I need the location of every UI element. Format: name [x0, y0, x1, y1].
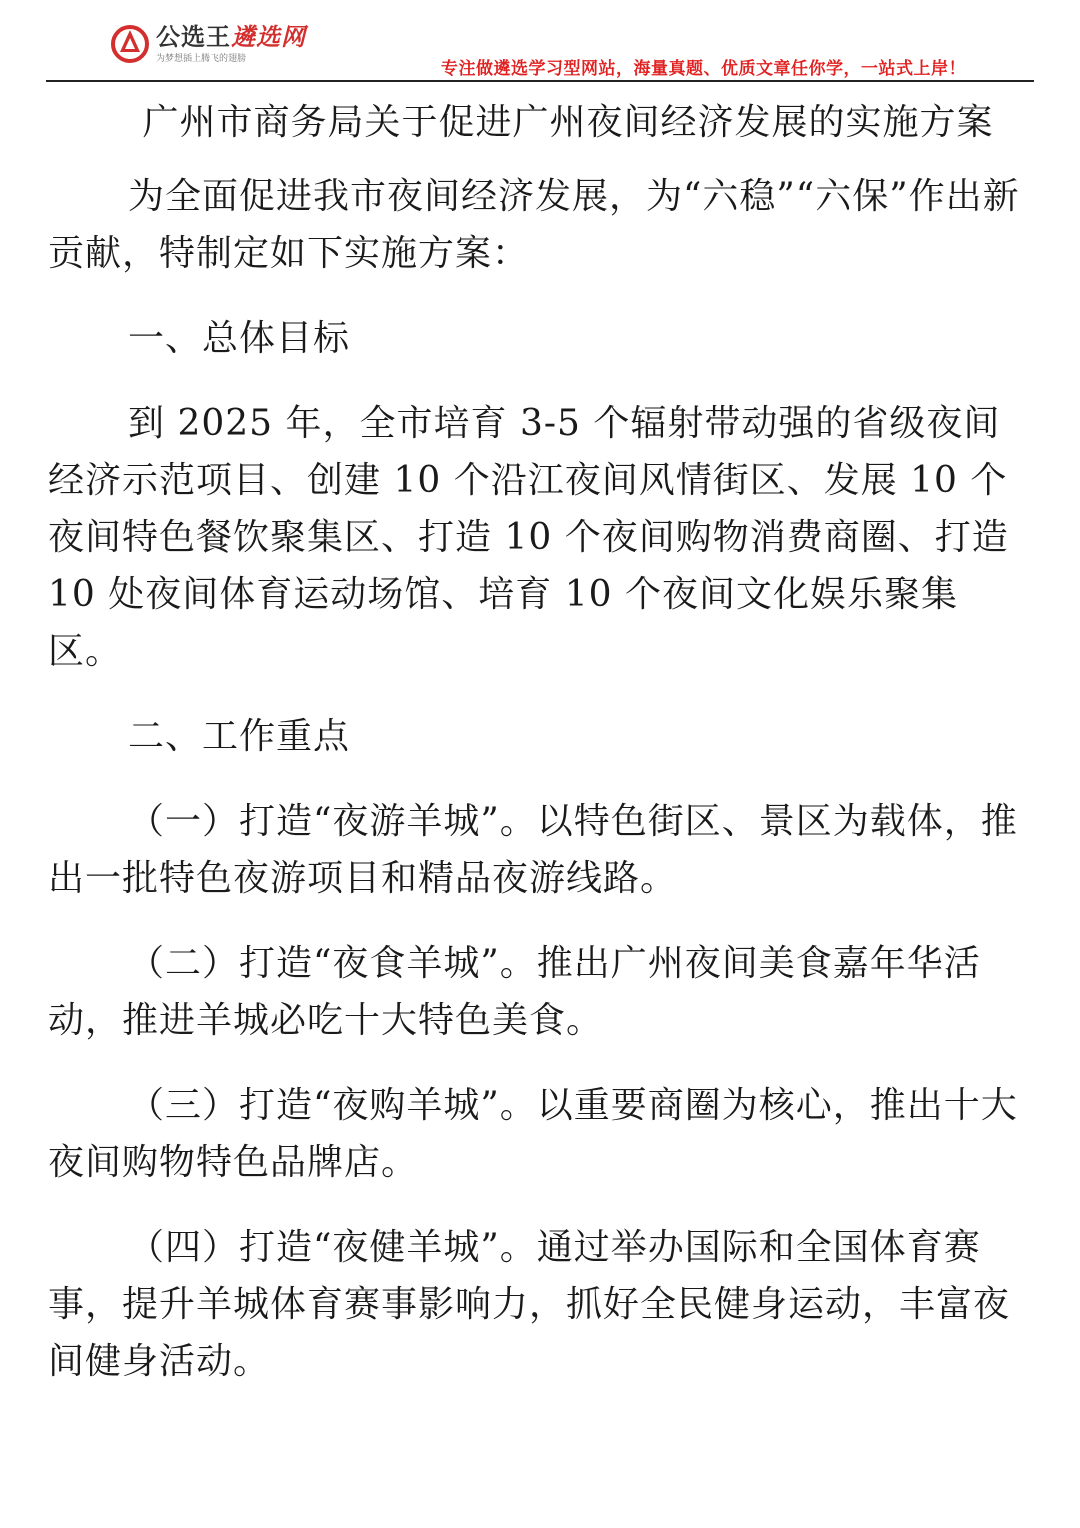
header-tagline: 专注做遴选学习型网站，海量真题、优质文章任你学，一站式上岸！: [441, 59, 966, 79]
goals-paragraph: 到 2025 年，全市培育 3-5 个辐射带动强的省级夜间经济示范项目、创建 10 个沿江夜间风情街区、发展 10 个夜间特色餐饮聚集区、打造 10 个夜间购物消费商圈、打造 10 处夜间体育运动场馆、培育 10 个夜间文化娱乐聚集区。: [48, 403, 1009, 672]
site-logo[interactable]: [110, 20, 306, 68]
focus-item-2: （二）打造“夜食羊城”。推出广州夜间美食嘉年华活动，推进羊城必吃十大特色美食。: [48, 943, 981, 1041]
focus-item-1: （一）打造“夜游羊城”。以特色街区、景区为载体，推出一批特色夜游项目和精品夜游线路。: [48, 801, 1018, 899]
focus-item-3: （三）打造“夜购羊城”。以重要商圈为核心，推出十大夜间购物特色品牌店。: [48, 1085, 1018, 1183]
logo-slogan: 为梦想插上腾飞的翅膀: [156, 54, 247, 64]
intro-paragraph: 为全面促进我市夜间经济发展，为“六稳”“六保”作出新贡献，特制定如下实施方案：: [48, 176, 1020, 274]
logo-text: [156, 23, 306, 65]
logo-emblem-icon: [110, 22, 150, 66]
logo-site-name: 遴选网: [231, 23, 306, 51]
section-heading-focus: 二、工作重点: [128, 716, 351, 757]
page-header: [46, 14, 1034, 82]
focus-item-4: （四）打造“夜健羊城”。通过举办国际和全国体育赛事，提升羊城体育赛事影响力，抓好全民健身运动，丰富夜间健身活动。: [48, 1227, 1011, 1382]
logo-title: [156, 23, 306, 51]
logo-name: 公选王: [156, 23, 231, 51]
document-body: [48, 96, 1028, 1418]
document-title: 广州市商务局关于促进广州夜间经济发展的实施方案: [142, 102, 994, 143]
section-heading-goals: 一、总体目标: [128, 318, 351, 359]
